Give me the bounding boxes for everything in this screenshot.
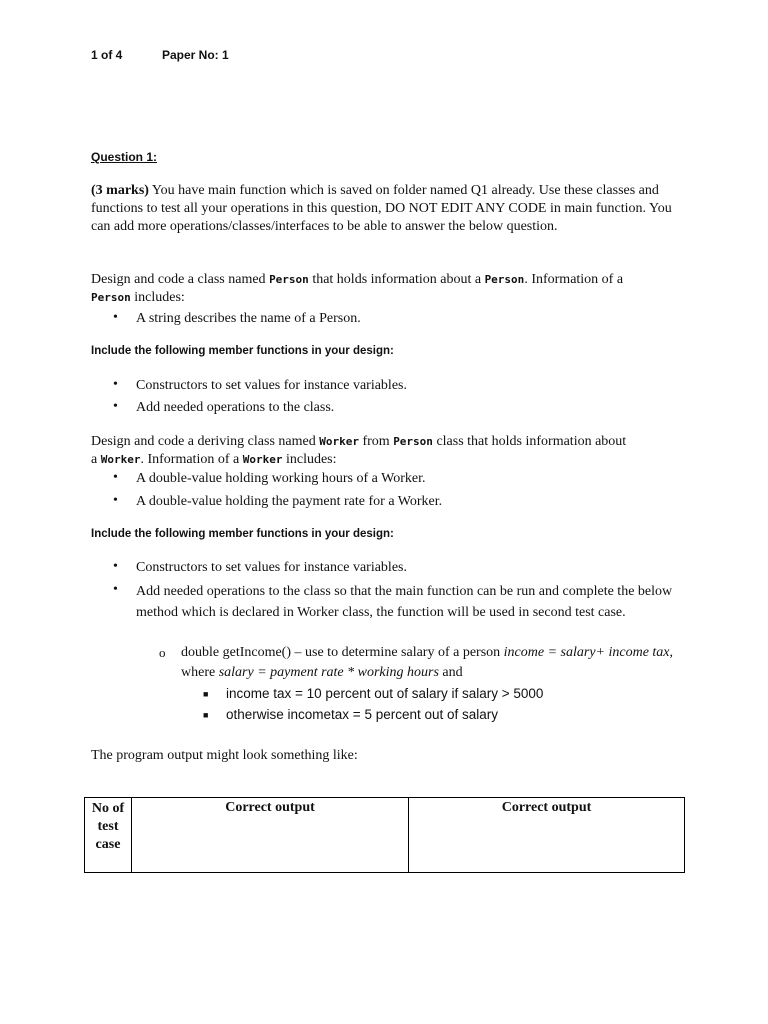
tax-rule: otherwise incometax = 5 percent out of salary xyxy=(226,707,499,722)
output-table xyxy=(84,797,685,873)
worker-function-item: Constructors to set values for instance variables. xyxy=(136,560,407,575)
person-class-name: Person xyxy=(91,291,131,304)
salary-formula: salary = payment rate * working hours xyxy=(218,665,439,680)
method-text: and xyxy=(438,665,463,680)
subheading: Include the following member functions in your design: xyxy=(91,345,394,357)
output-intro: The program output might look something like: xyxy=(91,748,358,763)
person-class-name: Person xyxy=(484,273,525,286)
worker-class-name: Worker xyxy=(319,435,359,448)
worker-description xyxy=(91,433,681,469)
worker-desc-text: class that holds information about xyxy=(432,434,627,449)
worker-attribute-item: A double-value holding the payment rate for a Worker. xyxy=(136,494,443,509)
person-desc-text: Design and code a class named xyxy=(91,272,270,287)
bullet-dot: • xyxy=(113,377,118,392)
bullet-dot: • xyxy=(113,559,118,574)
worker-desc-text: includes: xyxy=(282,452,337,467)
person-class-name: Person xyxy=(269,273,309,286)
bullet-dot: • xyxy=(113,310,118,325)
income-formula: income = salary+ income tax xyxy=(503,645,670,660)
bullet-dot: • xyxy=(113,470,118,485)
method-text: double getIncome() – use to determine salary of a person xyxy=(181,645,504,660)
method-text: , where xyxy=(181,645,674,680)
person-description xyxy=(91,271,681,307)
bullet-dot: • xyxy=(113,399,118,414)
column-header-output: Correct output xyxy=(132,798,409,873)
bullet-dot: • xyxy=(113,582,118,597)
person-attribute-item: A string describes the name of a Person. xyxy=(136,311,361,326)
worker-desc-text: a xyxy=(91,452,101,467)
person-function-item: Add needed operations to the class. xyxy=(136,400,335,415)
question-intro xyxy=(91,182,681,236)
parent-class-name: Person xyxy=(393,435,433,448)
worker-desc-text: from xyxy=(358,434,394,449)
paper-number: Paper No: 1 xyxy=(162,48,229,62)
marks-label: (3 marks) xyxy=(91,183,149,198)
circle-bullet: o xyxy=(159,645,166,660)
worker-desc-text: Design and code a deriving class named xyxy=(91,434,320,449)
question-title: Question 1: xyxy=(91,150,158,164)
person-desc-text: . Information of a xyxy=(524,272,624,287)
intro-text: You have main function which is saved on folder named Q1 already. Use these classes and functions to test all your operations in this question, DO NOT EDIT ANY CODE in main function. You can add more operations/classes/interfaces to be able to answer the below question. xyxy=(91,183,672,234)
worker-desc-text: . Information of a xyxy=(140,452,243,467)
worker-class-name: Worker xyxy=(100,453,141,466)
column-header-output: Correct output xyxy=(409,798,685,873)
worker-function-item: Add needed operations to the class so that the main function can be run and complete the below method which is declared in Worker class, the function will be used in second test case. xyxy=(136,584,673,620)
subheading: Include the following member functions in your design: xyxy=(91,528,394,540)
get-income-description xyxy=(181,643,681,683)
bullet-dot: • xyxy=(113,493,118,508)
column-header-test-case: No of test case xyxy=(85,798,132,873)
tax-rule: income tax = 10 percent out of salary if salary > 5000 xyxy=(226,686,544,701)
person-function-item: Constructors to set values for instance variables. xyxy=(136,378,407,393)
person-desc-text: that holds information about a xyxy=(308,272,485,287)
square-bullet: ■ xyxy=(203,689,209,699)
person-desc-text: includes: xyxy=(130,290,185,305)
square-bullet: ■ xyxy=(203,710,209,720)
table-header-row xyxy=(85,798,685,873)
worker-attribute-item: A double-value holding working hours of a Worker. xyxy=(136,471,426,486)
page-number: 1 of 4 xyxy=(91,48,123,62)
worker-class-name: Worker xyxy=(242,453,283,466)
